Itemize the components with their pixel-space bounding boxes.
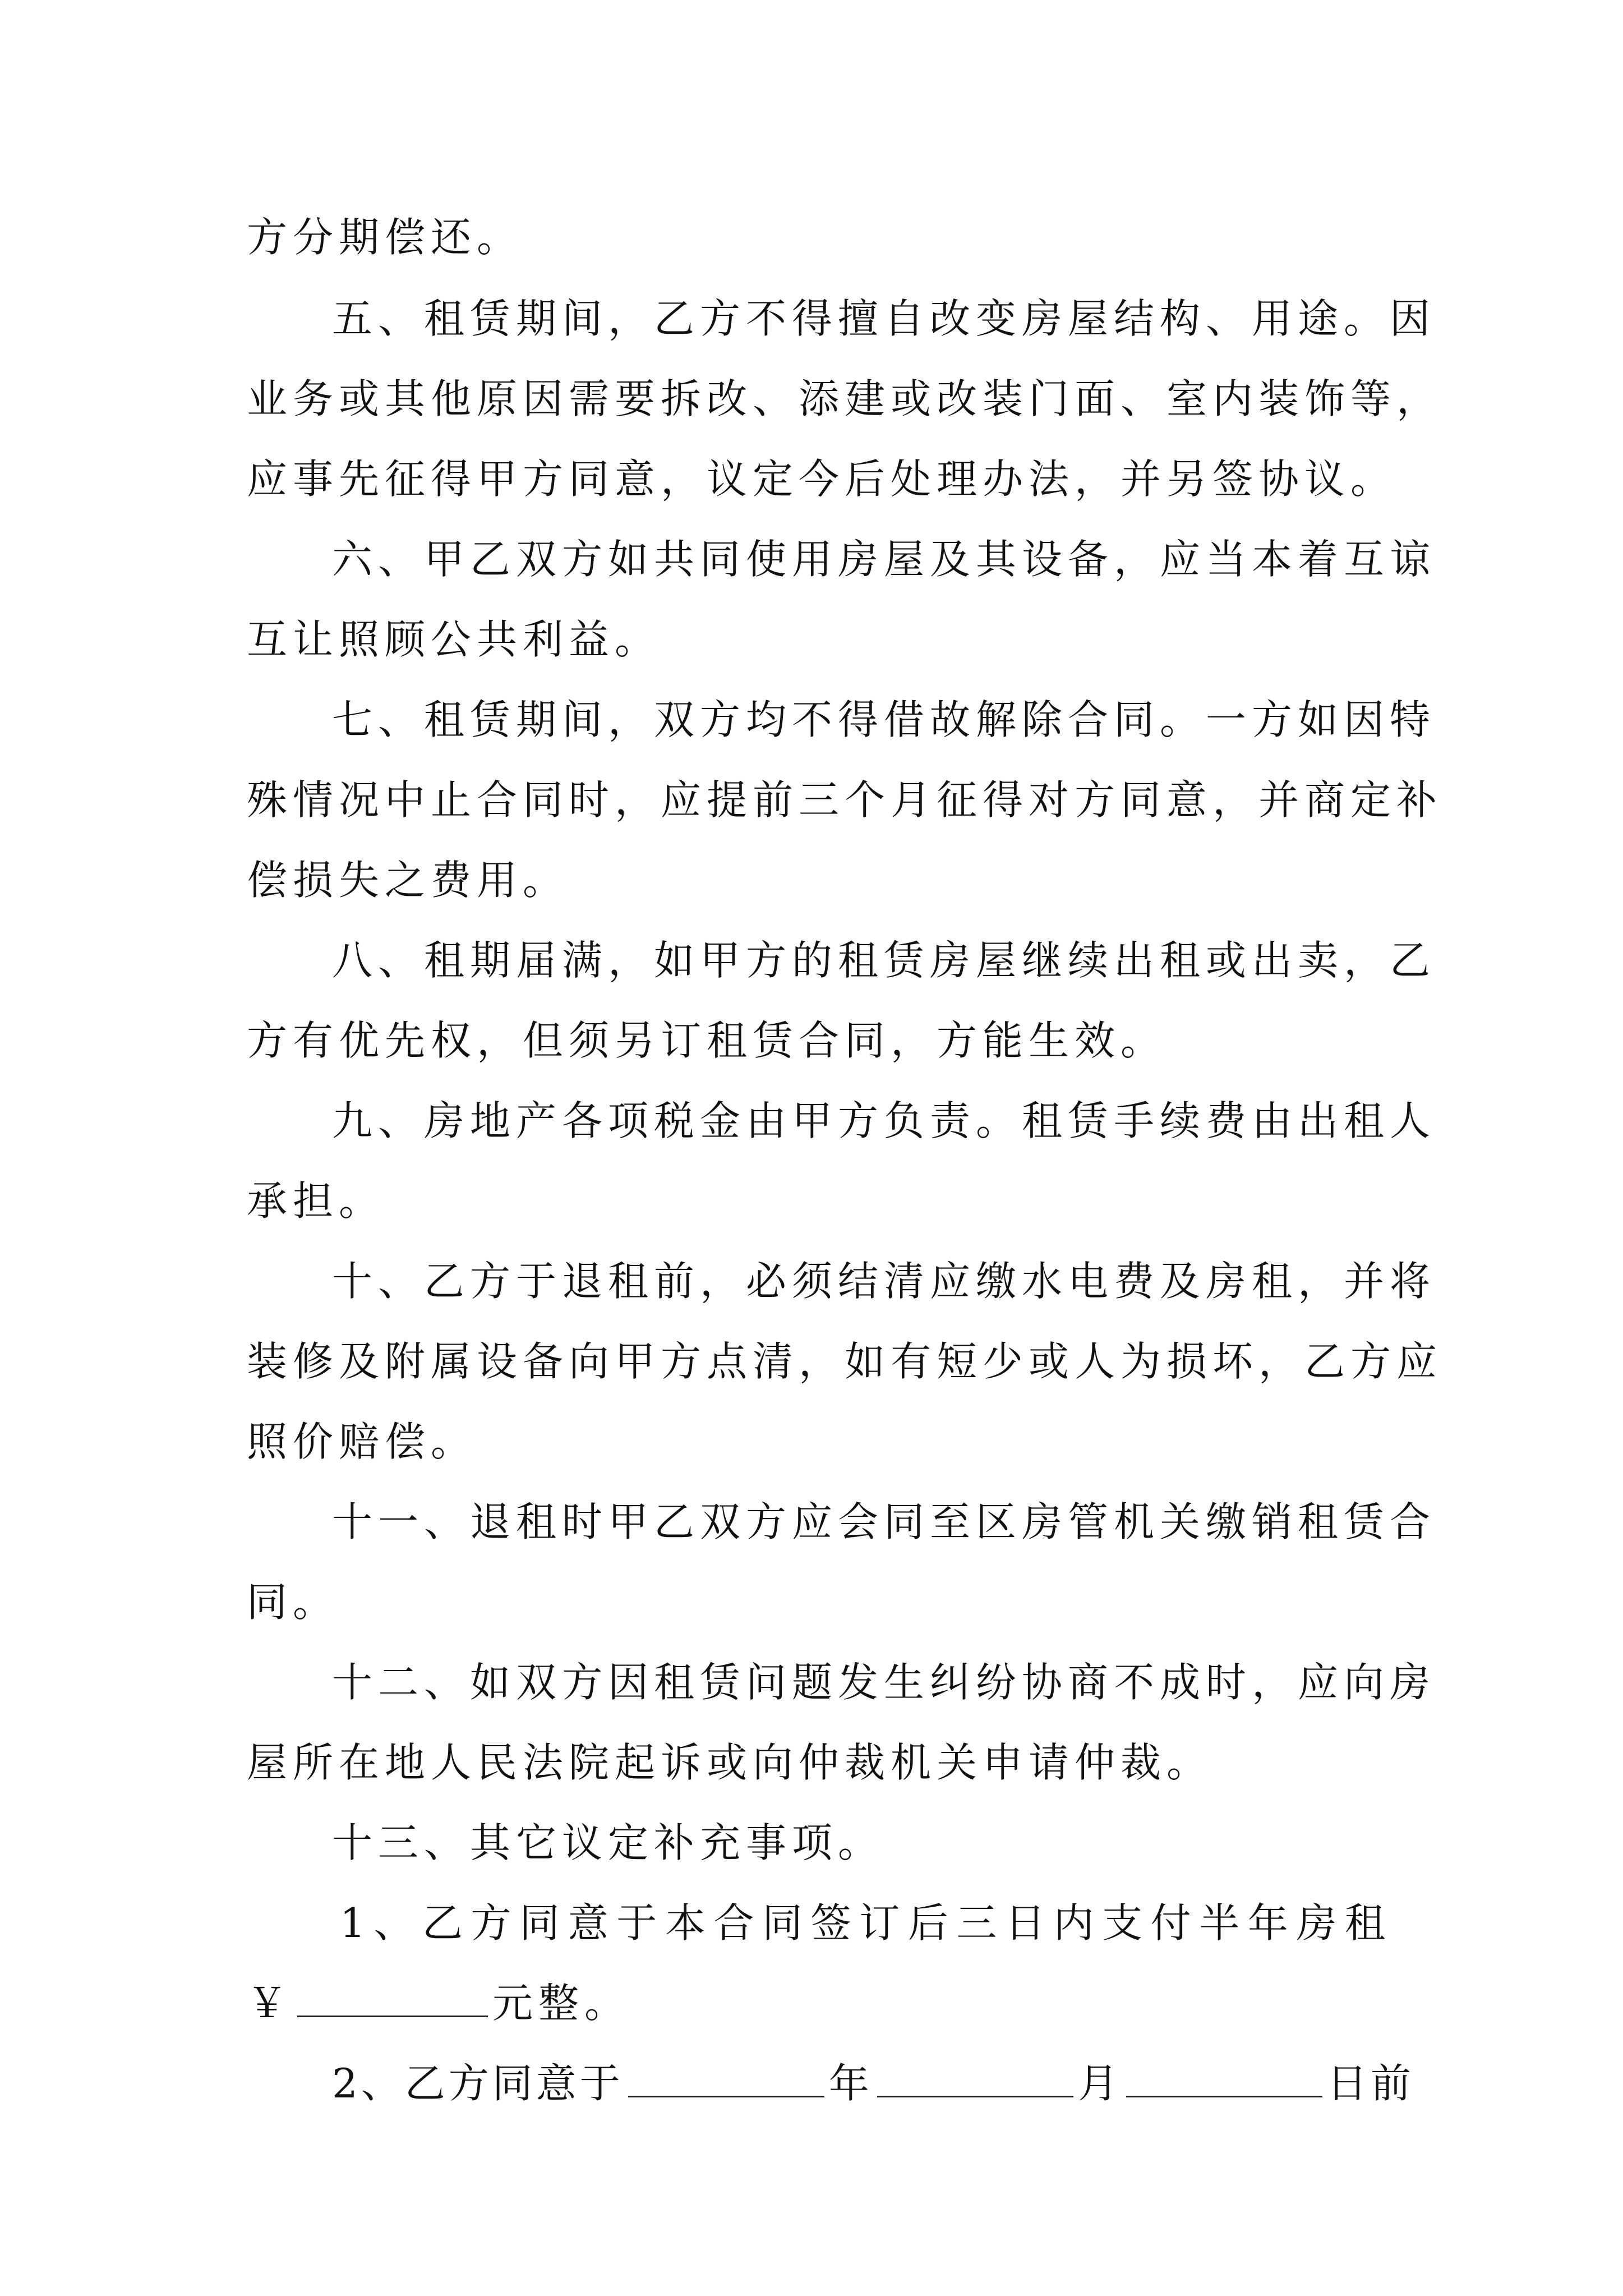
- clause-6-line-2: 互让照顾公共利益。: [247, 616, 661, 663]
- day-blank[interactable]: [1126, 2056, 1322, 2097]
- clause-7-line-1: 七、租赁期间，双方均不得借故解除合同。一方如因特: [332, 696, 1436, 743]
- clause-5-line-3: 应事先征得甲方同意，议定今后处理办法，并另签协议。: [247, 455, 1397, 503]
- text-line: 方分期偿还。: [247, 214, 523, 261]
- clause-11-line-2: 同。: [247, 1579, 339, 1626]
- clause-12-line-2: 屋所在地人民法院起诉或向仲裁机关申请仲裁。: [247, 1739, 1213, 1786]
- year-blank[interactable]: [628, 2056, 824, 2097]
- amount-suffix: 元整。: [492, 1980, 631, 2027]
- clause-7-line-3: 偿损失之费用。: [247, 857, 569, 904]
- clause-6-line-1: 六、甲乙双方如共同使用房屋及其设备，应当本着互谅: [332, 536, 1436, 583]
- clause-8-line-2: 方有优先权，但须另订租赁合同，方能生效。: [247, 1017, 1167, 1064]
- clause-13-heading: 十三、其它议定补充事项。: [332, 1819, 884, 1866]
- year-label: 年: [828, 2060, 873, 2107]
- supplement-1-line-2: [247, 1972, 1391, 2034]
- clause-12-line-1: 十二、如双方因租赁问题发生纠纷协商不成时，应向房: [332, 1659, 1436, 1706]
- clause-8-line-1: 八、租期届满，如甲方的租赁房屋继续出租或出卖，乙: [332, 937, 1436, 984]
- month-blank[interactable]: [877, 2056, 1073, 2097]
- supplement-2-prefix: 2、乙方同意于: [332, 2060, 624, 2107]
- clause-10-line-2: 装修及附属设备向甲方点清，如有短少或人为损坏，乙方应: [247, 1338, 1443, 1385]
- day-label: 日前: [1326, 2060, 1414, 2107]
- clause-5-line-2: 业务或其他原因需要拆改、添建或改装门面、室内装饰等，: [247, 375, 1443, 422]
- clause-9-line-1: 九、房地产各项税金由甲方负责。租赁手续费由出租人: [332, 1097, 1436, 1144]
- supplement-2-line-1: [247, 2053, 1414, 2114]
- clause-11-line-1: 十一、退租时甲乙双方应会同至区房管机关缴销租赁合: [332, 1498, 1436, 1545]
- clause-7-line-2: 殊情况中止合同时，应提前三个月征得对方同意，并商定补: [247, 776, 1443, 823]
- clause-5-line-1: 五、租赁期间，乙方不得擅自改变房屋结构、用途。因: [332, 295, 1436, 342]
- amount-blank[interactable]: [297, 1976, 488, 2017]
- supplement-1-line-1: 1、乙方同意于本合同签订后三日内支付半年房租: [340, 1899, 1391, 1947]
- month-label: 月: [1077, 2060, 1122, 2107]
- clause-9-line-2: 承担。: [247, 1177, 385, 1225]
- clause-10-line-3: 照价赔偿。: [247, 1418, 477, 1465]
- currency-symbol: ￥: [247, 1980, 293, 2027]
- clause-10-line-1: 十、乙方于退租前，必须结清应缴水电费及房租，并将: [332, 1258, 1436, 1305]
